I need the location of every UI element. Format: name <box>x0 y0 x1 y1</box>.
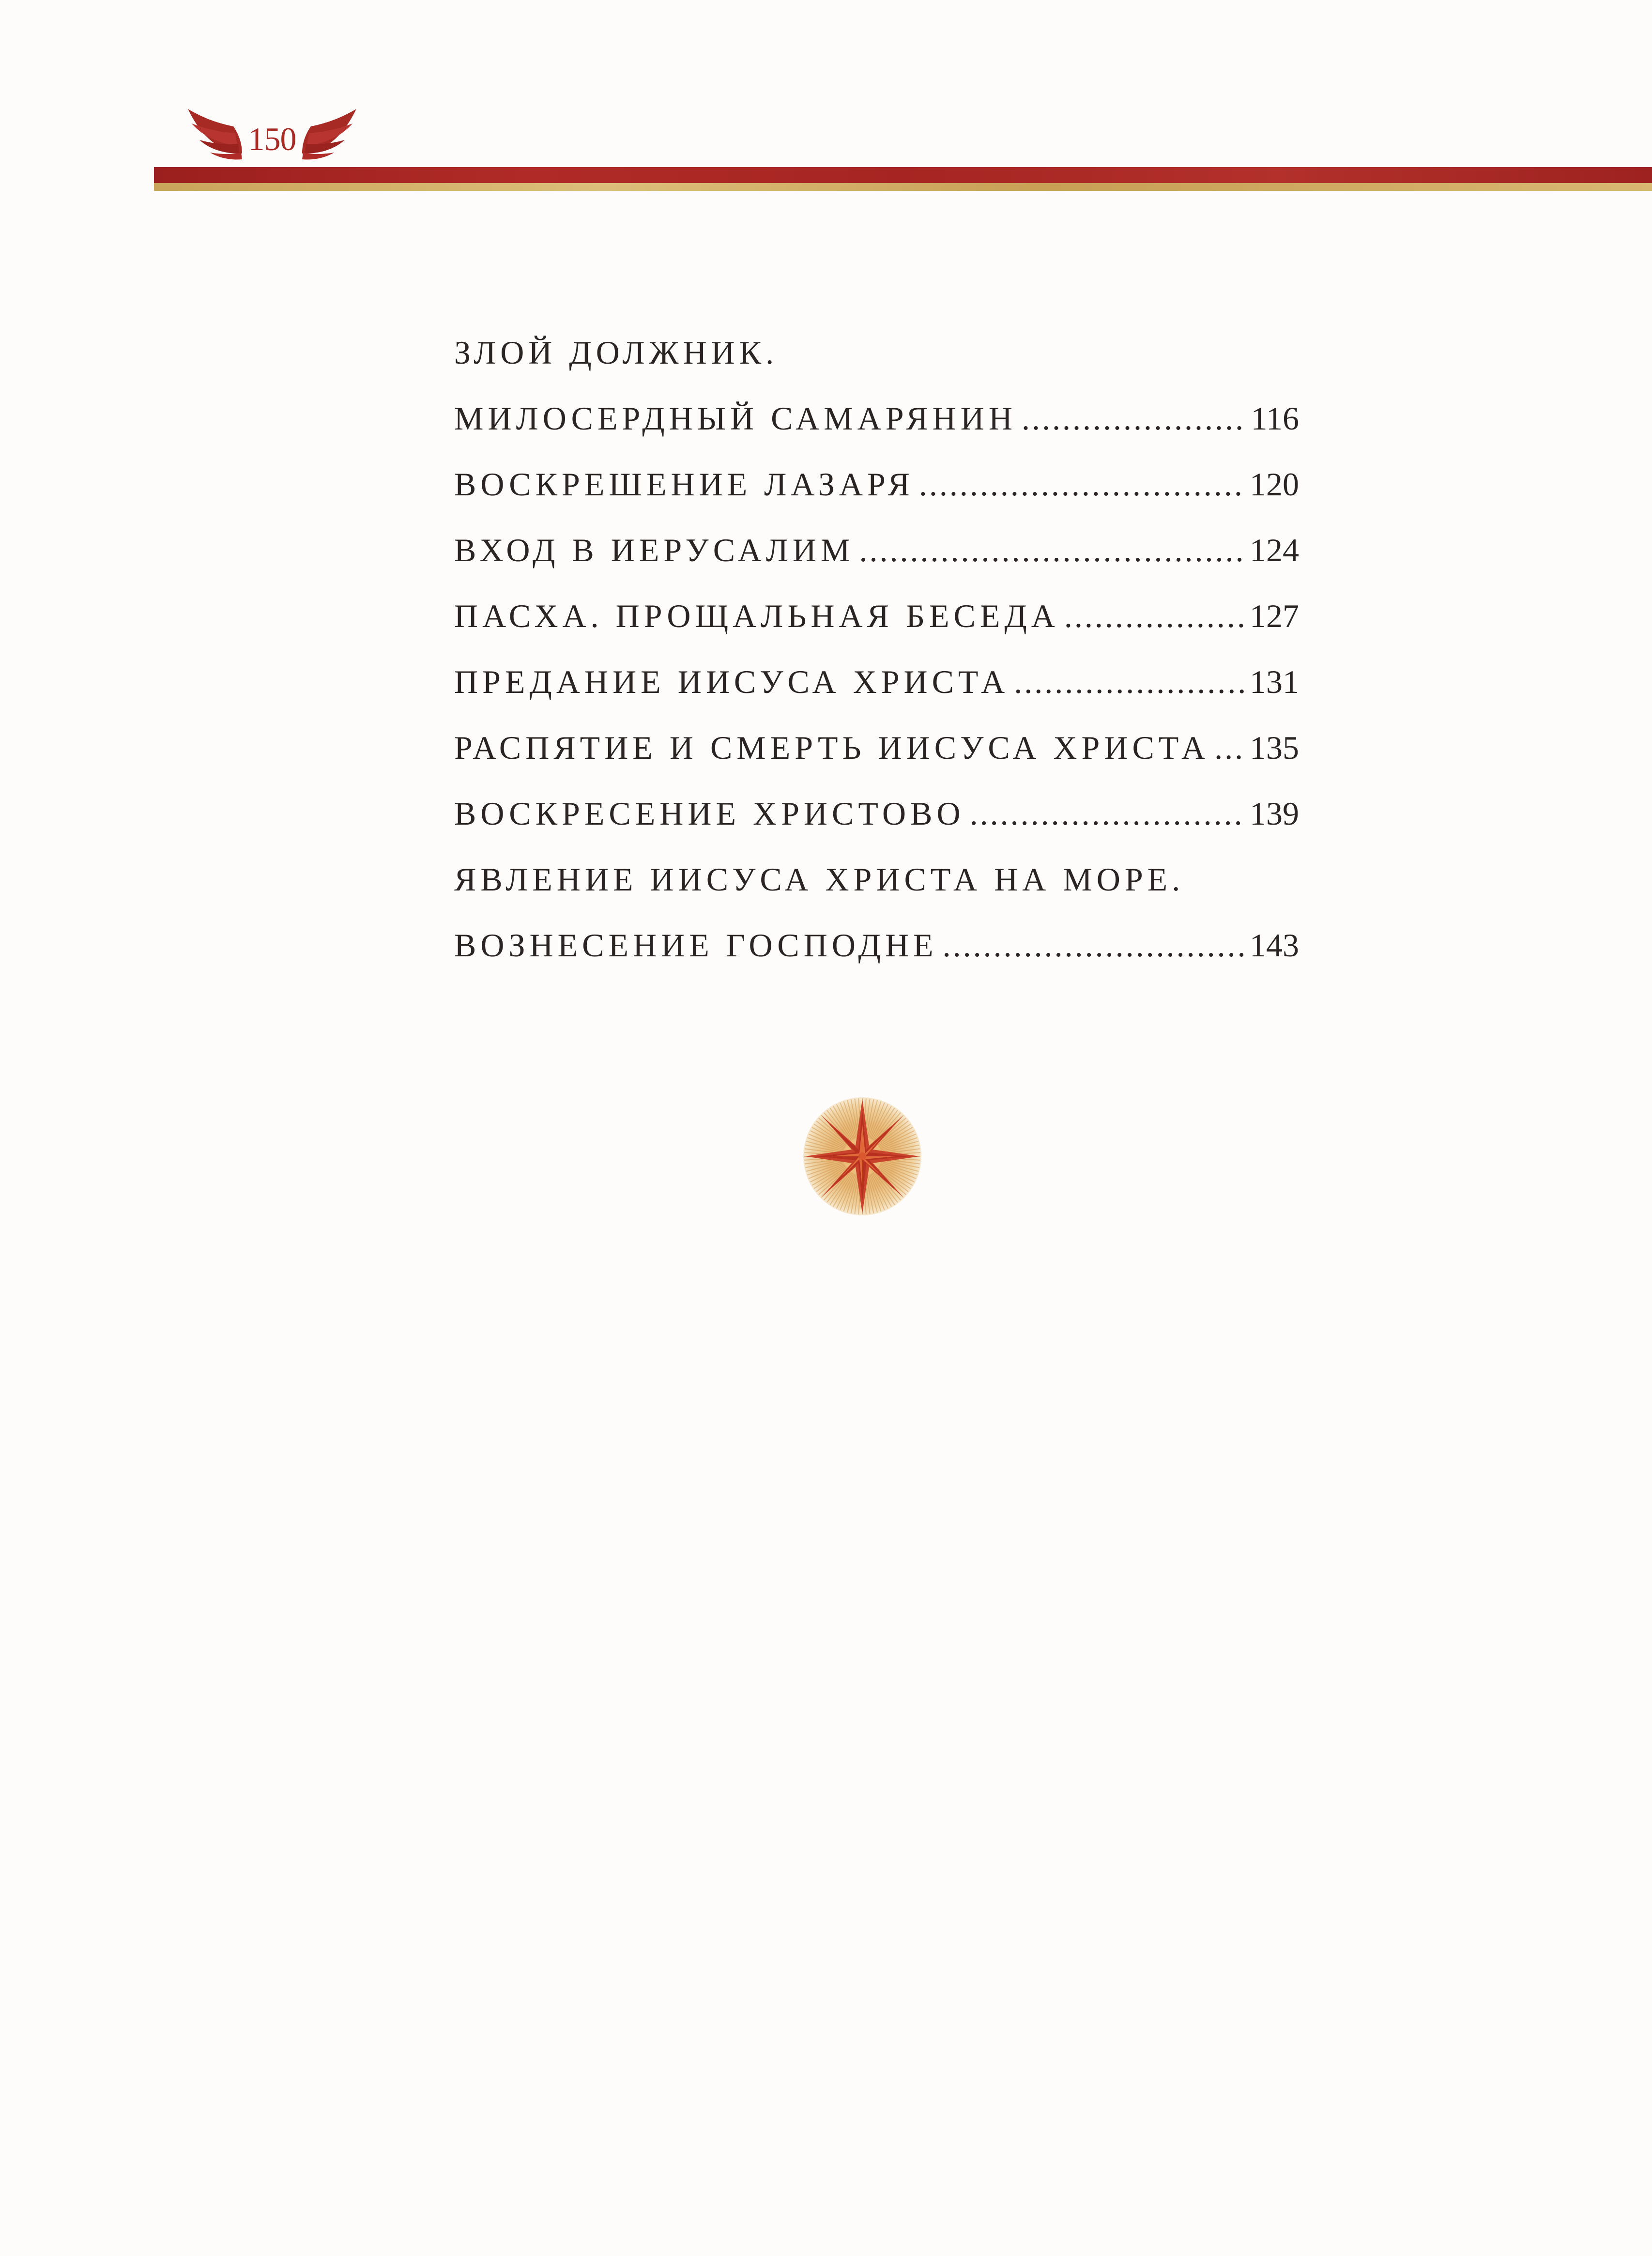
toc-entry[interactable] <box>454 781 1299 846</box>
toc-entry-title: ЯВЛЕНИЕ ИИСУСА ХРИСТА НА МОРЕ. <box>454 861 1185 898</box>
toc-entry-page: 120 <box>1250 466 1299 503</box>
toc-leader-dots <box>859 517 1245 583</box>
toc-entry[interactable] <box>454 517 1299 583</box>
toc-entry[interactable] <box>454 912 1299 978</box>
toc-entry-title: ВОСКРЕСЕНИЕ ХРИСТОВО <box>454 795 965 832</box>
toc-entry[interactable] <box>454 649 1299 715</box>
toc-leader-dots <box>1014 649 1245 715</box>
toc-entry[interactable] <box>454 385 1299 451</box>
toc-entry-page: 124 <box>1250 532 1299 568</box>
toc-entry-title: ПАСХА. ПРОЩАЛЬНАЯ БЕСЕДА <box>454 598 1059 634</box>
toc-entry[interactable] <box>454 451 1299 517</box>
header-rule <box>154 167 1652 192</box>
toc-entry-title: ВОСКРЕШЕНИЕ ЛАЗАРЯ <box>454 466 914 503</box>
toc-entry-title: ВОЗНЕСЕНИЕ ГОСПОДНЕ <box>454 927 938 964</box>
toc-entry-title: ЗЛОЙ ДОЛЖНИК. <box>454 334 779 371</box>
table-of-contents <box>454 320 1299 978</box>
toc-entry-title: МИЛОСЕРДНЫЙ САМАРЯНИН <box>454 400 1017 437</box>
toc-entry[interactable] <box>454 846 1299 912</box>
toc-leader-dots <box>1214 715 1245 781</box>
toc-leader-dots <box>1022 385 1246 451</box>
page-number: 150 <box>248 121 296 157</box>
toc-entry[interactable] <box>454 583 1299 649</box>
header-rule-gold-band <box>154 183 1652 191</box>
page-number-badge <box>185 99 359 167</box>
toc-entry-title: ВХОД В ИЕРУСАЛИМ <box>454 532 855 568</box>
star-medallion-ornament <box>801 1095 923 1217</box>
toc-entry-page: 116 <box>1251 400 1299 437</box>
toc-entry[interactable] <box>454 715 1299 781</box>
header-rule-red-band <box>154 167 1652 184</box>
toc-entry-page: 131 <box>1250 663 1299 700</box>
toc-entry-page: 143 <box>1250 927 1299 964</box>
star-medallion-icon <box>801 1095 923 1217</box>
toc-entry-page: 139 <box>1250 795 1299 832</box>
toc-entry-page: 135 <box>1250 729 1299 766</box>
toc-leader-dots <box>919 451 1245 517</box>
toc-entry-title: РАСПЯТИЕ И СМЕРТЬ ИИСУСА ХРИСТА <box>454 729 1210 766</box>
toc-entry[interactable] <box>454 320 1299 385</box>
toc-entry-page: 127 <box>1250 598 1299 634</box>
toc-leader-dots <box>943 912 1245 978</box>
toc-entry-title: ПРЕДАНИЕ ИИСУСА ХРИСТА <box>454 663 1010 700</box>
toc-leader-dots <box>1064 583 1245 649</box>
toc-leader-dots <box>970 781 1245 846</box>
